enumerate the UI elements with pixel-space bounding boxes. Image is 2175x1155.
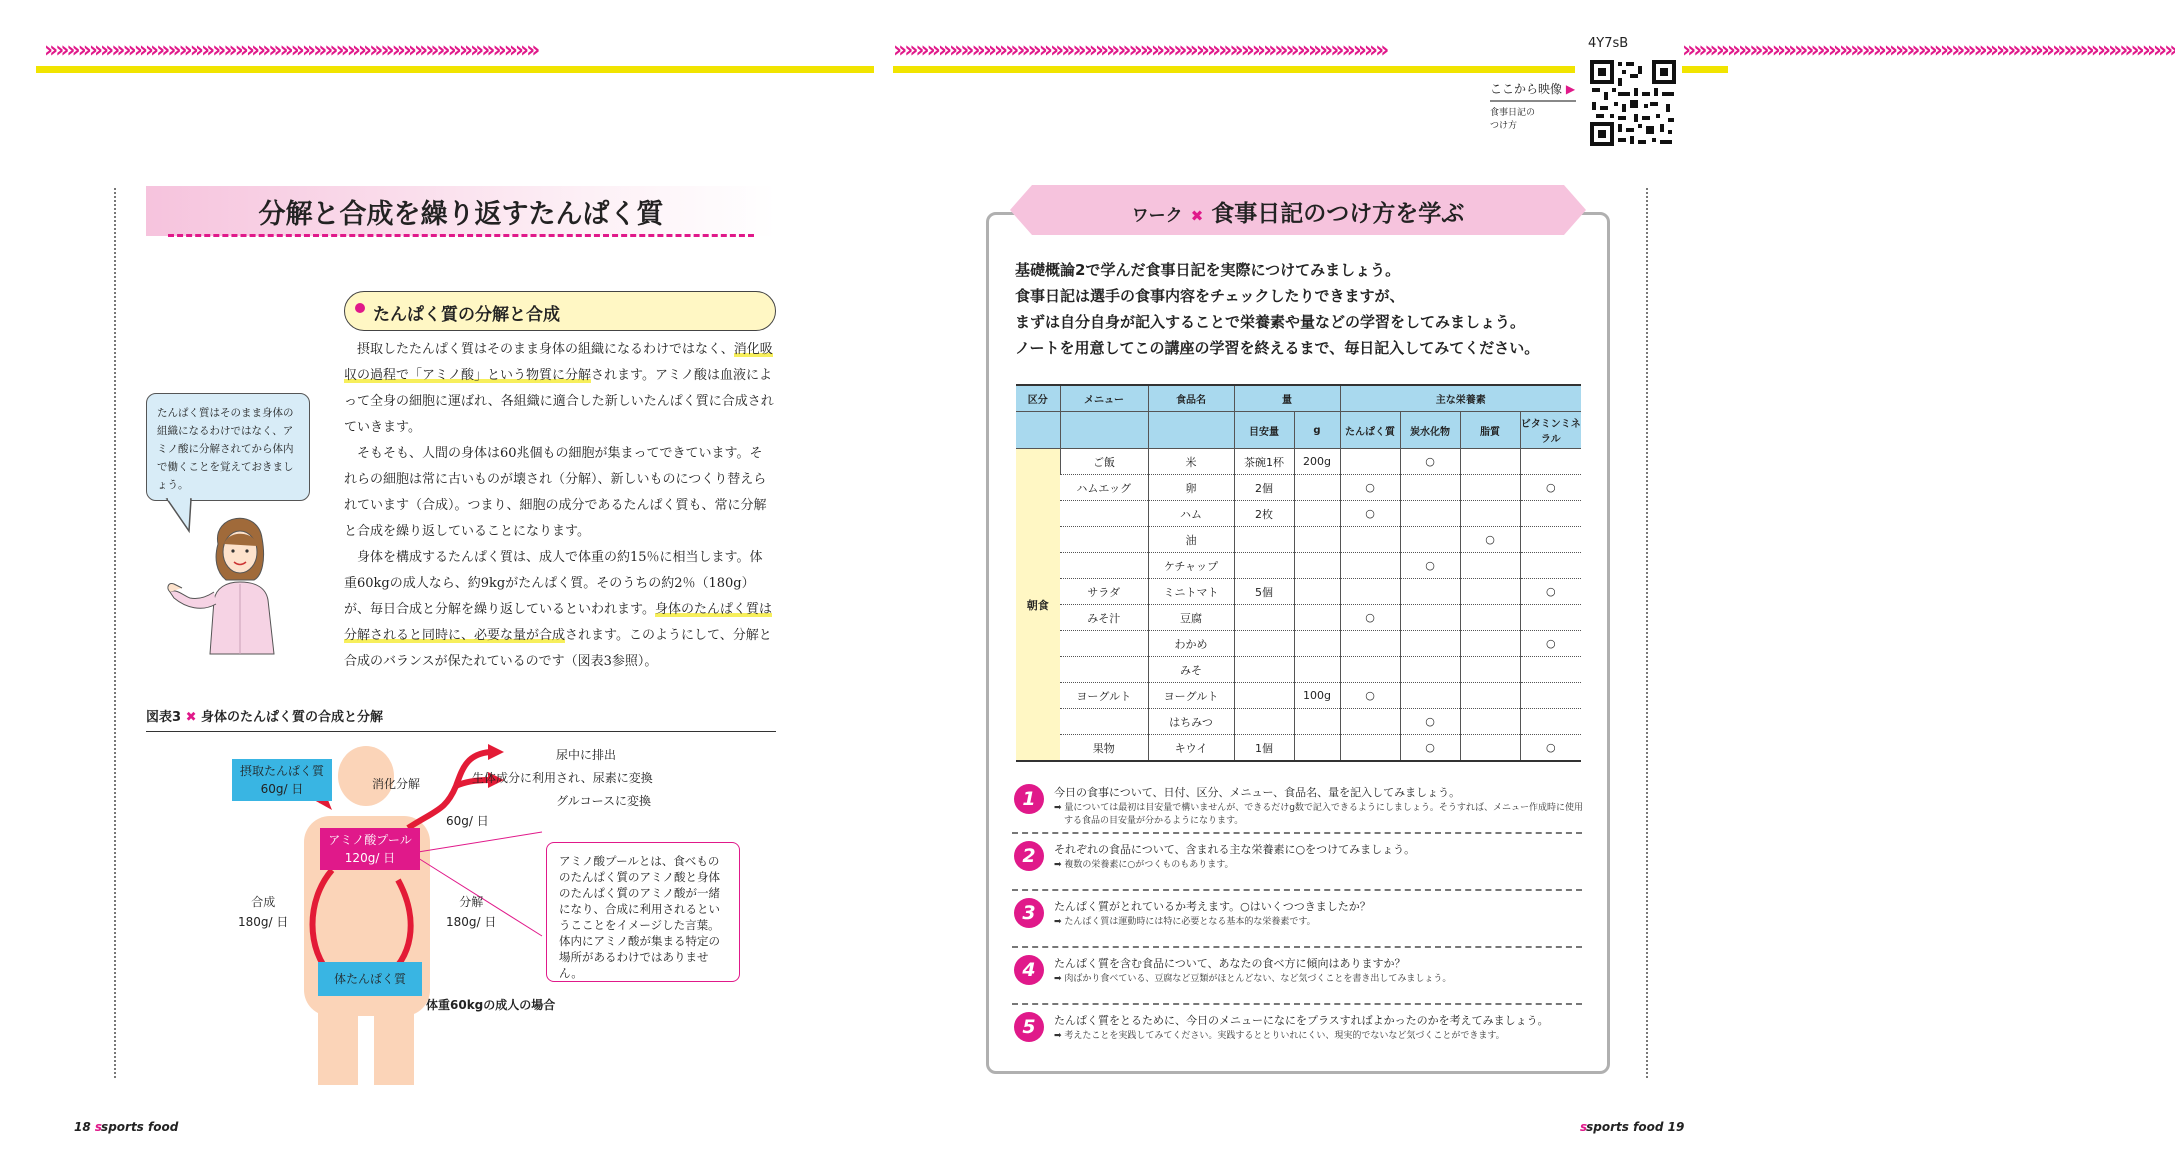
question-hint: ➡ 量については最初は目安量で構いませんが、できるだけg数で記入できるようにしましょう。そうすれば、メニュー作成時に使用 <box>1054 803 1583 813</box>
cell-p <box>1340 631 1400 657</box>
header-yellow-line-right <box>893 66 1575 73</box>
table-row <box>1016 501 1581 527</box>
work-title-text: 食事日記のつけ方を学ぶ <box>1211 201 1465 227</box>
question-number-badge: 4 <box>1014 955 1044 985</box>
cell-g: 100g <box>1294 683 1340 709</box>
cell-measure <box>1234 631 1294 657</box>
cell-menu <box>1060 553 1148 579</box>
cell-g <box>1294 631 1340 657</box>
cell-f <box>1460 449 1520 475</box>
table-row <box>1016 631 1581 657</box>
video-caption-line2: つけ方 <box>1490 121 1518 131</box>
cell-v <box>1520 553 1581 579</box>
cell-measure <box>1234 605 1294 631</box>
cell-measure <box>1234 709 1294 735</box>
urea-label: 生体成分に利用され、尿素に変換 <box>472 771 653 785</box>
cell-c: ○ <box>1400 735 1460 761</box>
cell-menu: ハムエッグ <box>1060 475 1148 501</box>
synthesis-label: 合成 180g/ 日 <box>238 895 289 929</box>
cross-icon: ✖ <box>1190 207 1204 225</box>
cell-menu: ご飯 <box>1060 449 1148 475</box>
right-brand: sports food <box>1586 1120 1664 1134</box>
cell-f <box>1460 657 1520 683</box>
cell-measure: 茶碗1杯 <box>1234 449 1294 475</box>
cell-c <box>1400 605 1460 631</box>
question-text: それぞれの食品について、含まれる主な栄養素に○をつけてみましょう。 <box>1054 843 1416 856</box>
cell-c: ○ <box>1400 449 1460 475</box>
cell-food: ミニトマト <box>1148 579 1234 605</box>
cell-v <box>1520 683 1581 709</box>
cell-g: 200g <box>1294 449 1340 475</box>
teacher-illustration <box>166 508 306 654</box>
meal-label: 朝食 <box>1016 449 1060 761</box>
work-title-prefix: ワーク <box>1131 206 1183 226</box>
cell-food: 米 <box>1148 449 1234 475</box>
cell-p <box>1340 449 1400 475</box>
cell-c: ○ <box>1400 709 1460 735</box>
cell-food: わかめ <box>1148 631 1234 657</box>
body-protein-box: 体たんぱく質 <box>318 962 422 996</box>
paragraph-2: そもそも、人間の身体は60兆個もの細胞が集まってできています。それらの細胞は常に古いものが壊され（分解）、新しいものにつくり替えられています（合成）。つまり、細胞の成分であるたんぱく質も、常に分解と合成を繰り返していることになります。 <box>344 446 767 539</box>
cell-menu: ヨーグルト <box>1060 683 1148 709</box>
cell-food: はちみつ <box>1148 709 1234 735</box>
question-text: たんぱく質を含む食品について、あなたの食べ方に傾向はありますか？ <box>1054 957 1406 970</box>
section-heading: たんぱく質の分解と合成 <box>373 305 560 325</box>
food-diary-table <box>1016 386 1581 760</box>
food-diary-table-wrap <box>1016 384 1581 762</box>
th-fat: 脂質 <box>1460 412 1520 449</box>
right-page-footer: ssports food 19 <box>1580 1120 1685 1134</box>
cell-p: ○ <box>1340 475 1400 501</box>
question-number-badge: 1 <box>1014 784 1044 814</box>
question-hint: ➡ 考えたことを実践してみてください。実践するととりいれにくい、現実的でないなど気づくことができます。 <box>1054 1031 1505 1041</box>
question-hint: ➡ たんぱく質は運動時には特に必要となる基本的な栄養素です。 <box>1054 917 1316 927</box>
question-text: たんぱく質がとれているか考えます。○はいくつつきましたか？ <box>1054 900 1371 913</box>
table-row <box>1016 605 1581 631</box>
question-text: 今日の食事について、日付、区分、メニュー、食品名、量を記入してみましょう。 <box>1054 786 1461 799</box>
cell-c <box>1400 527 1460 553</box>
qr-code-icon[interactable] <box>1588 58 1678 148</box>
cell-measure: 1個 <box>1234 735 1294 761</box>
cell-menu: みそ汁 <box>1060 605 1148 631</box>
table-row <box>1016 735 1581 761</box>
question-separator <box>1012 946 1582 948</box>
header-yellow-line-far-right <box>1682 66 1728 73</box>
glucose-label: グルコースに変換 <box>556 794 652 808</box>
cell-f <box>1460 709 1520 735</box>
cell-g <box>1294 579 1340 605</box>
table-row <box>1016 579 1581 605</box>
video-code: 4Y7sB <box>1588 36 1629 51</box>
left-title: 分解と合成を繰り返すたんぱく質 <box>258 199 664 230</box>
digest-label: 消化分解 <box>372 777 421 791</box>
header-yellow-line-left <box>36 66 874 73</box>
cell-food: 豆腐 <box>1148 605 1234 631</box>
th-protein: たんぱく質 <box>1340 412 1400 449</box>
cell-p <box>1340 735 1400 761</box>
cell-v: ○ <box>1520 579 1581 605</box>
th-grams: g <box>1294 412 1340 449</box>
cell-menu: 果物 <box>1092 741 1115 755</box>
table-row <box>1016 449 1581 475</box>
cell-menu <box>1060 527 1148 553</box>
cell-p <box>1340 579 1400 605</box>
left-brand: sports food <box>101 1120 179 1134</box>
decomposition-label: 分解 180g/ 日 <box>446 895 497 929</box>
cell-f <box>1460 475 1520 501</box>
table-row <box>1016 527 1581 553</box>
intro-line-2: 食事日記は選手の食事内容をチェックしたりできますが、 <box>1015 287 1405 305</box>
cross-icon: ✖ <box>185 710 197 725</box>
work-title <box>1010 195 1586 228</box>
bullet-icon <box>355 303 365 313</box>
question-hint: ➡ 複数の栄養素に○がつくものもあります。 <box>1054 860 1234 870</box>
cell-g <box>1294 553 1340 579</box>
cell-g <box>1294 475 1340 501</box>
cell-f <box>1460 605 1520 631</box>
cell-p: ○ <box>1340 605 1400 631</box>
cell-menu <box>1060 657 1148 683</box>
video-link[interactable] <box>1490 80 1576 102</box>
th-vitamin: ビタミンミネラル <box>1520 412 1581 449</box>
speech-bubble: たんぱく質はそのまま身体の組織になるわけではなく、アミノ酸に分解されてから体内で働くことを覚えておきましょう。 <box>146 393 310 501</box>
urine-label: 尿中に排出 <box>556 748 617 762</box>
section-heading-box <box>344 291 776 331</box>
intro-line-3: まずは自分自身が記入することで栄養素や量などの学習をしてみましょう。 <box>1015 313 1526 331</box>
cell-v: ○ <box>1520 631 1581 657</box>
left-page-number: 18 <box>74 1120 91 1134</box>
cell-p: ○ <box>1340 683 1400 709</box>
video-caption-line1: 食事日記の <box>1490 108 1536 118</box>
cell-measure: 5個 <box>1234 579 1294 605</box>
left-title-underline <box>168 234 754 237</box>
cell-g <box>1294 709 1340 735</box>
cell-g <box>1294 605 1340 631</box>
question-separator <box>1012 1003 1582 1005</box>
cell-p <box>1340 527 1400 553</box>
table-row <box>1016 683 1581 709</box>
question-hint: ➡ 肉ばかり食べている、豆腐など豆類がほとんどない、など気づくことを書き出してみましょう。 <box>1054 974 1452 984</box>
th-nutrients: 主な栄養素 <box>1340 386 1581 412</box>
cell-v: ○ <box>1520 475 1581 501</box>
cell-g <box>1294 735 1340 761</box>
cell-v <box>1520 449 1581 475</box>
cell-v <box>1520 709 1581 735</box>
left-margin-line <box>114 188 116 1078</box>
question-separator <box>1012 889 1582 891</box>
figure-footer-note: 体重60kgの成人の場合 <box>426 998 556 1012</box>
amino-pool-box: アミノ酸プール 120g/ 日 <box>320 828 420 870</box>
cell-c <box>1400 631 1460 657</box>
cell-food: 油 <box>1148 527 1234 553</box>
question-hint-continued: する食品の目安量が分かるようになります。 <box>1064 816 1244 826</box>
play-arrow-icon: ▶ <box>1565 82 1576 96</box>
cell-food: キウイ <box>1148 735 1234 761</box>
cell-p <box>1340 709 1400 735</box>
th-carbs: 炭水化物 <box>1400 412 1460 449</box>
figure-caption-text: 身体のたんぱく質の合成と分解 <box>201 710 384 725</box>
work-intro <box>1015 257 1539 361</box>
header-chevrons-far-right: »»»»»»»»»»»»»»»»»»»»»»»»»»»»»»»»»»»»»»»»»»»» <box>1682 38 2175 63</box>
cell-f <box>1460 553 1520 579</box>
header-chevrons-left: »»»»»»»»»»»»»»»»»»»»»»»»»»»»»»»»»»»»»»»»»»»» <box>44 38 538 63</box>
th-food: 食品名 <box>1148 386 1234 412</box>
cell-f <box>1460 501 1520 527</box>
cell-c <box>1400 683 1460 709</box>
cell-v <box>1520 527 1581 553</box>
figure-caption <box>146 706 776 732</box>
paragraph-1: 摂取したたんぱく質はそのまま身体の組織になるわけではなく、消化吸収の過程で「アミノ酸」という物質に分解されます。アミノ酸は血液によって全身の細胞に運ばれ、各組織に適合した新しいたんぱく質に合成されていきます。 <box>344 342 774 435</box>
table-row <box>1016 553 1581 579</box>
intake-box: 摂取たんぱく質 60g/ 日 <box>232 759 332 801</box>
right-page-number: 19 <box>1667 1120 1685 1134</box>
cell-g <box>1294 657 1340 683</box>
cell-p <box>1340 553 1400 579</box>
cell-g <box>1294 501 1340 527</box>
intro-line-1: 基礎概論2で学んだ食事日記を実際につけてみましょう。 <box>1015 261 1401 279</box>
highlight-2: 身体のたんぱく質は分解されると同時に、必要な量が合成 <box>344 602 772 643</box>
cell-f: ○ <box>1460 527 1520 553</box>
highlight-1: 消化吸収の過程で「アミノ酸」という物質に分解 <box>344 342 773 383</box>
cell-p <box>1340 657 1400 683</box>
cell-food: 卵 <box>1148 475 1234 501</box>
cell-v <box>1520 605 1581 631</box>
cell-c: ○ <box>1400 553 1460 579</box>
intro-line-4: ノートを用意してこの講座の学習を終えるまで、毎日記入してみてください。 <box>1015 339 1540 357</box>
cell-f <box>1460 683 1520 709</box>
cell-menu: サラダ <box>1060 579 1148 605</box>
cell-food: ハム <box>1148 501 1234 527</box>
header-chevrons-right: »»»»»»»»»»»»»»»»»»»»»»»»»»»»»»»»»»»»»»»»»»»» <box>893 38 1387 63</box>
cell-f <box>1460 579 1520 605</box>
cell-measure: 2枚 <box>1234 501 1294 527</box>
figure-caption-prefix: 図表3 <box>146 710 182 725</box>
question-text: たんぱく質をとるために、今日のメニューになにをプラスすればよかったのかを考えてみましょう。 <box>1054 1014 1549 1027</box>
cell-p: ○ <box>1340 501 1400 527</box>
cell-f <box>1460 735 1520 761</box>
right-margin-line <box>1646 188 1648 1078</box>
cell-measure: 2個 <box>1234 475 1294 501</box>
cell-c <box>1400 657 1460 683</box>
table-row <box>1016 709 1581 735</box>
th-amount: 量 <box>1234 386 1340 412</box>
amino-pool-note: アミノ酸プールとは、食べもののたんぱく質のアミノ酸と身体のたんぱく質のアミノ酸が一緒になり、合成に利用されるというこことをイメージした言葉。体内にアミノ酸が集まる特定の場所があるわけではありません。 <box>546 842 740 982</box>
paragraph-3: 身体を構成するたんぱく質は、成人で体重の約15％に相当します。体重60kgの成人なら、約9kgがたんぱく質。そのうちの約2％（180g）が、毎日合成と分解を繰り返しているといわれます。身体のたんぱく質は分解されると同時に、必要な量が合成されます。このようにして、分解と合成のバランスが保たれているのです（図表3参照）。 <box>344 550 772 669</box>
cell-food: みそ <box>1148 657 1234 683</box>
left-page-footer: 18 ssports food <box>74 1120 179 1134</box>
cell-menu <box>1060 709 1148 735</box>
cell-menu <box>1060 631 1148 657</box>
table-row <box>1016 657 1581 683</box>
question-number-badge: 2 <box>1014 841 1044 871</box>
out-amount-label: 60g/ 日 <box>446 814 489 828</box>
cell-measure <box>1234 683 1294 709</box>
question-separator <box>1012 832 1582 834</box>
cell-g <box>1294 527 1340 553</box>
cell-f <box>1460 631 1520 657</box>
th-measure: 目安量 <box>1234 412 1294 449</box>
cell-v <box>1520 501 1581 527</box>
cell-measure <box>1234 553 1294 579</box>
cell-v <box>1520 657 1581 683</box>
th-menu: メニュー <box>1060 386 1148 412</box>
video-link-label: ここから映像 <box>1490 82 1563 96</box>
cell-measure <box>1234 657 1294 683</box>
cell-c <box>1400 501 1460 527</box>
cell-food: ケチャップ <box>1148 553 1234 579</box>
cell-measure <box>1234 527 1294 553</box>
question-number-badge: 3 <box>1014 898 1044 928</box>
cell-food: ヨーグルト <box>1148 683 1234 709</box>
cell-c <box>1400 579 1460 605</box>
table-row <box>1016 475 1581 501</box>
cell-v: ○ <box>1520 735 1581 761</box>
question-number-badge: 5 <box>1014 1012 1044 1042</box>
cell-c <box>1400 475 1460 501</box>
video-caption <box>1490 107 1535 133</box>
th-category: 区分 <box>1016 386 1060 412</box>
cell-menu <box>1060 501 1148 527</box>
